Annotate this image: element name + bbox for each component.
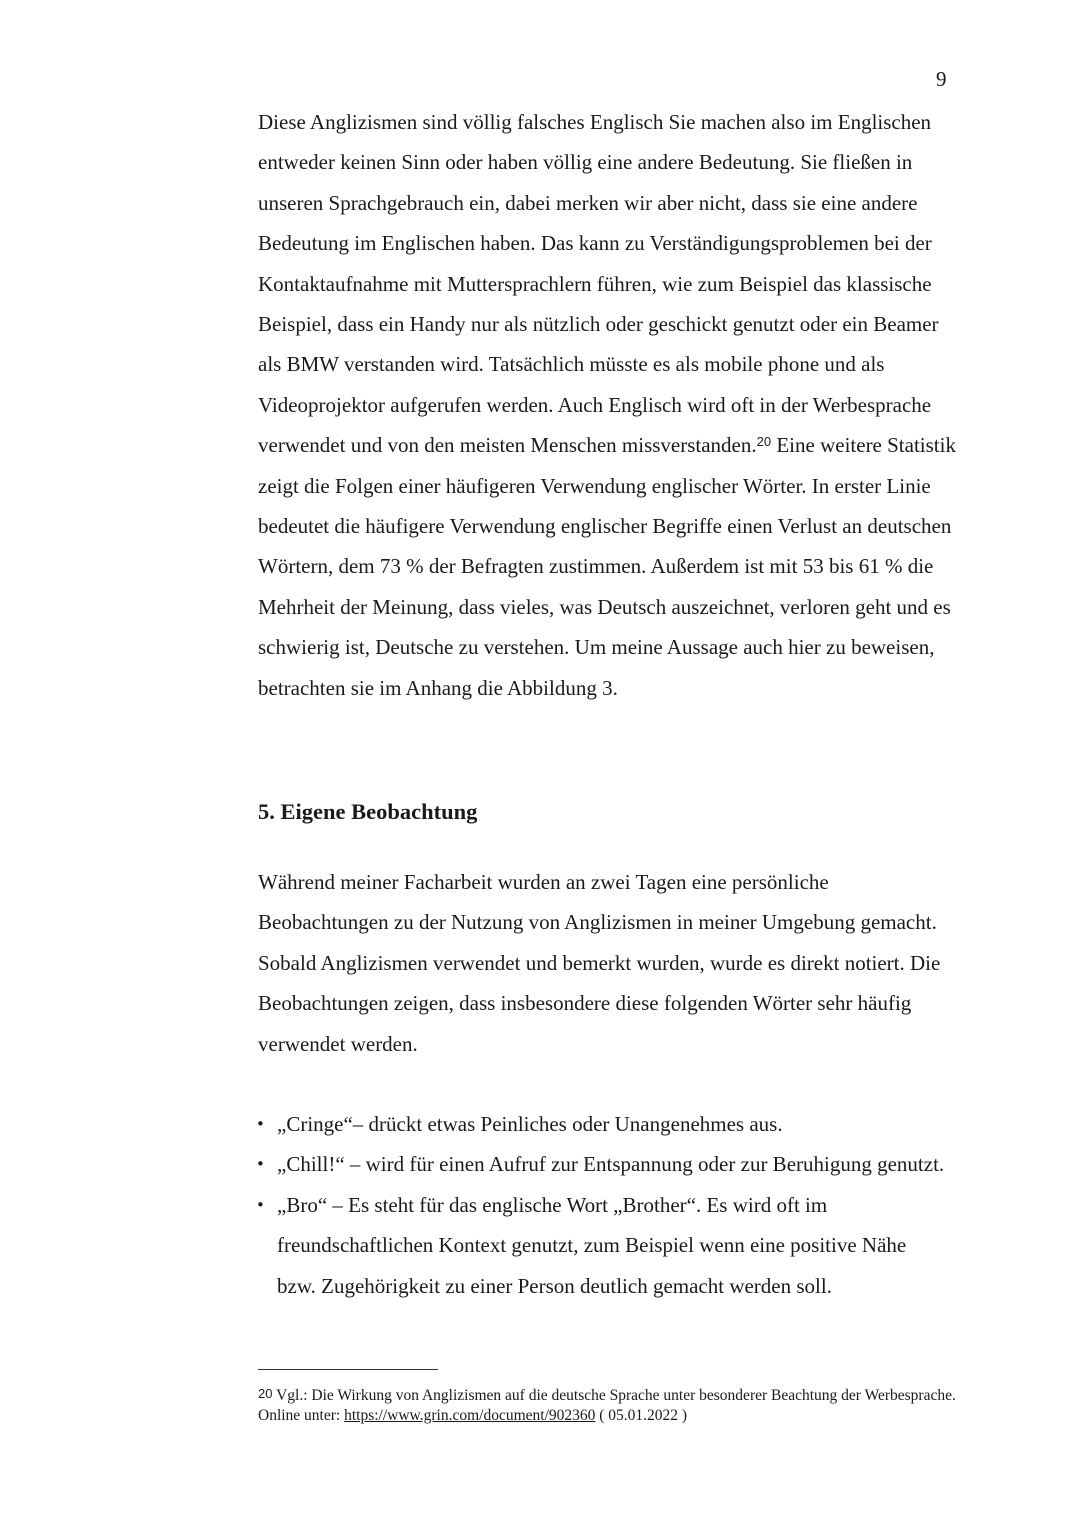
list-item bbox=[258, 1104, 948, 1144]
list-item-text: „Cringe“– drückt etwas Peinliches oder Unangenehmes aus. bbox=[277, 1112, 783, 1136]
paragraph-text: Diese Anglizismen sind völlig falsches Englisch Sie machen also im Englischen entweder keinen Sinn oder haben völlig eine andere Bedeutung. Sie fließen in unseren Sprachgebrauch ein, dabei merken wir aber nicht, dass sie eine andere Bedeutung im Englischen haben. Das kann zu Verständigungsproblemen bei der Kontaktaufnahme mit Muttersprachlern führen, wie zum Beispiel das klassische Beispiel, dass ein Handy nur als nützlich oder geschickt genutzt oder ein Beamer als BMW verstanden wird. Tatsächlich müsste es als mobile phone und als Videoprojektor aufgerufen werden. Auch Englisch wird oft in der Werbesprache verwendet und von den meisten Menschen missverstanden. bbox=[258, 110, 939, 458]
section-heading: 5. Eigene Beobachtung bbox=[258, 799, 478, 824]
list-item-text: „Bro“ – Es steht für das englische Wort „Brother“. Es wird oft im freundschaftlichen Kontext genutzt, zum Beispiel wenn eine positive Nähe bzw. Zugehörigkeit zu einer Person deutlich gemacht werden soll. bbox=[277, 1192, 907, 1298]
paragraph-text-continued: Eine weitere Statistik zeigt die Folgen einer häufigeren Verwendung englischer Wörter. In erster Linie bedeutet die häufigere Verwendung englischer Begriffe einen Verlust an deutschen Wörtern, dem 73 % der Befragten zustimmen. Außerdem ist mit 53 bis 61 % die Mehrheit der Meinung, dass vieles, was Deutsch auszeichnet, verloren geht und es schwierig ist, Deutsche zu verstehen. Um meine Aussage auch hier zu beweisen, betrachten sie im Anhang die Abbildung 3. bbox=[258, 433, 956, 700]
footnote-link[interactable]: https://www.grin.com/document/902360 bbox=[344, 1406, 596, 1424]
footnote bbox=[258, 1384, 958, 1425]
anglicism-list bbox=[258, 1104, 948, 1306]
section-paragraph: Während meiner Facharbeit wurden an zwei Tagen eine persönliche Beobachtungen zu der Nutzung von Anglizismen in meiner Umgebung gemacht. Sobald Anglizismen verwendet und bemerkt wurden, wurde es direkt notiert. Die Beobachtungen zeigen, dass insbesondere diese folgenden Wörter sehr häufig verwendet werden. bbox=[258, 870, 941, 1056]
page-number: 9 bbox=[936, 67, 947, 91]
footnote-number: 20 bbox=[258, 1386, 273, 1401]
footnote-text: Vgl.: Die Wirkung von Anglizismen auf die deutsche Sprache unter besonderer Beachtung der Werbesprache. Online unter: bbox=[258, 1387, 956, 1424]
bullet-marker: • bbox=[256, 1195, 265, 1214]
footnote-date: ( 05.01.2022 ) bbox=[595, 1406, 688, 1424]
list-item-text: „Chill!“ – wird für einen Aufruf zur Entspannung oder zur Beruhigung genutzt. bbox=[277, 1152, 945, 1177]
bullet-marker: • bbox=[256, 1155, 265, 1174]
footnote-reference[interactable]: 20 bbox=[756, 434, 772, 450]
body-paragraph bbox=[258, 102, 958, 708]
list-item bbox=[258, 1185, 948, 1306]
list-item bbox=[258, 1144, 948, 1184]
bullet-marker: • bbox=[256, 1115, 265, 1133]
footnote-separator bbox=[258, 1369, 438, 1370]
